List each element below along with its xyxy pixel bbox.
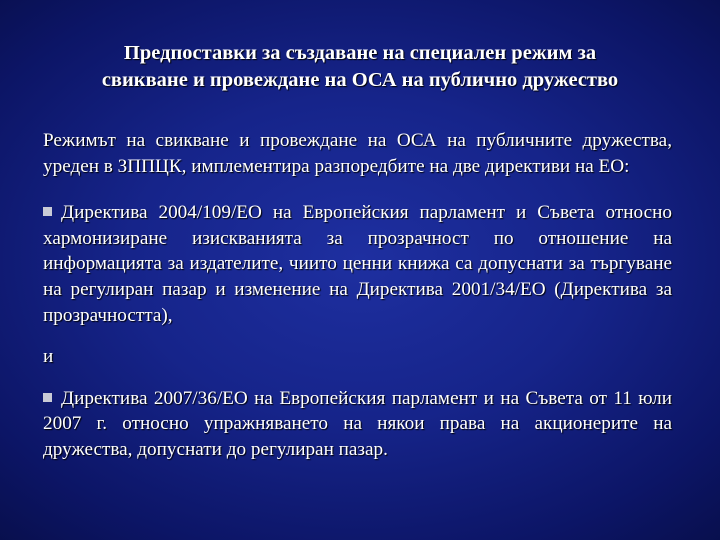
bullet-item-2 [43,386,672,463]
title-line-1: Предпоставки за създаване на специален режим за [123,42,597,64]
square-bullet-icon [43,207,52,216]
intro-paragraph: Режимът на свикване и провеждане на ОСА на публичните дружества, уреден в ЗППЦК, имплементира разпоредбите на две директиви на ЕО: [43,130,672,177]
title-line-2: свикване и провеждане на ОСА на публично дружество [101,69,619,91]
bullet-1-text: Директива 2004/109/ЕО на Европейския парламент и Съвета относно хармонизиране изискванията за прозрачност по отношение на информацията за издателите, чиито ценни книжа са допуснати за търгуване на регулиран пазар и изменение на Директива 2001/34/ЕО (Директива за прозрачността), [43,202,672,326]
bullet-2-text: Директива 2007/36/ЕО на Европейския парламент и на Съвета от 11 юли 2007 г. относно упражняването на някои права на акционерите на дружества, допуснати до регулиран пазар. [43,387,672,460]
slide-title [40,40,680,94]
square-bullet-icon [43,393,52,402]
connector-text: и [43,346,54,368]
slide-body [43,128,672,463]
bullet-item-1 [43,200,672,328]
